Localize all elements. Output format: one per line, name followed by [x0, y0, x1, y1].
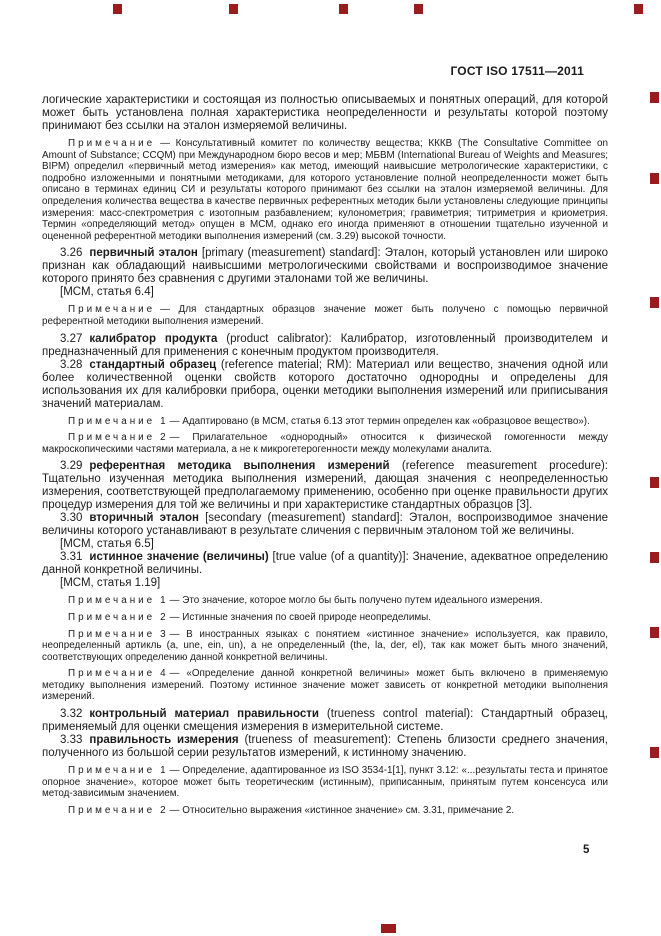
term-3-29	[42, 460, 608, 512]
note-label: Примечание	[68, 415, 156, 427]
scan-mark	[113, 4, 122, 14]
note-paragraph	[42, 432, 608, 455]
term-definition: Значение, адекватное определению данной конкретной величины.	[42, 551, 608, 577]
clause-number: 3.30	[60, 512, 83, 525]
page-content	[42, 94, 608, 821]
clause-number: 3.33	[60, 734, 83, 747]
scan-mark	[650, 552, 659, 563]
term-3-33	[42, 734, 608, 760]
term-3-28	[42, 359, 608, 411]
clause-number: 3.32	[60, 708, 83, 721]
note-label: Примечание	[68, 138, 156, 149]
page-number: 5	[583, 844, 590, 856]
scan-mark	[229, 4, 238, 14]
term-3-30	[42, 512, 608, 538]
source-reference: [МСМ, статья 1.19]	[60, 577, 161, 590]
term-name: истинное значение (величины)	[89, 551, 269, 564]
note-number: 1	[160, 415, 166, 427]
term-name: вторичный эталон	[89, 512, 199, 525]
term-english: [true value (of a quantity)]:	[268, 551, 413, 564]
note-number: 2	[160, 432, 166, 444]
scan-mark	[650, 173, 659, 184]
note-text: — Истинные значения по своей природе неопределимы.	[169, 611, 431, 623]
note-number: 2	[160, 611, 166, 623]
term-name: референтная методика выполнения измерений	[89, 460, 390, 473]
term-definition: Тщательно изученная методика выполнения измерений, дающая значения с неопределенностью измерения, соответствующей предполагаемому применению, особенно при оценке правильности других процедур измерения для той же величины и при характеристике стандартных образцов [3].	[42, 473, 608, 512]
term-name: контрольный материал правильности	[89, 708, 319, 721]
term-definition: Стандартный образец, применяемый для оценки смещения измерения в измерительной системе.	[42, 708, 608, 734]
note-paragraph	[42, 612, 608, 624]
term-name: правильность измерения	[89, 734, 239, 747]
scan-mark	[650, 627, 659, 638]
scan-mark	[650, 477, 659, 488]
note-label: Примечание	[68, 668, 156, 680]
note-text: — Для стандартных образцов значение может быть получено с помощью первичной референтной методики выполнения измерений.	[42, 304, 608, 327]
term-definition: Степень близости среднего значения, полученного из большой серии результатов измерений, к истинному значению.	[42, 734, 608, 760]
term-name: калибратор продукта	[89, 332, 218, 345]
note-number: 1	[160, 595, 166, 607]
term-3-31	[42, 551, 608, 577]
note-number: 1	[160, 765, 166, 777]
note-paragraph	[42, 765, 608, 800]
note-text: — В иностранных языках с понятием «истинное значение» используется, как правило, неопределенный артикль (a, une, ein, un), а не определенный (the, la, der, el), так как может быть много значений, соответствующих определению данной конкретной величины.	[42, 628, 608, 663]
note-paragraph	[42, 416, 608, 428]
source-reference: [МСМ, статья 6.4]	[60, 286, 154, 299]
term-definition: Эталон, воспроизводимое значение величины которого устанавливают в результате сличения с первичным эталоном той же величины.	[42, 512, 608, 538]
running-header: ГОСТ ISO 17511—2011	[450, 64, 584, 78]
term-definition: Эталон, который установлен или широко признан как обладающий наивысшими метрологическими свойствами и воспроизводимое значение которого принято без сравнения с другими эталонами той же величины.	[42, 247, 608, 286]
clause-number: 3.26	[60, 247, 83, 260]
term-english: (product calibrator):	[217, 332, 341, 345]
note-text: — Определение, адаптированное из ISO 3534-1[1], пункт 3.12: «...результаты теста и принятое опорное значение», которое может быть теоретическим (истинным), приписанным, принятым путем консенсуса или метод-зависимым значением.	[42, 765, 608, 800]
term-english: (reference measurement procedure):	[389, 460, 608, 473]
note-paragraph	[42, 668, 608, 703]
note-paragraph	[42, 805, 608, 817]
note-text: — Относительно выражения «истинное значение» см. 3.31, примечание 2.	[169, 804, 515, 816]
note-text: — Прилагательное «однородный» относится к физической гомогенности между макроскопическими частями материала, а не к микрогетерогенности между молекулами аналита.	[42, 432, 608, 455]
note-label: Примечание	[68, 765, 156, 777]
scan-mark	[414, 4, 423, 14]
note-text: — Адаптировано (в МСМ, статья 6.13 этот термин определен как «образцовое вещество»).	[169, 415, 590, 427]
scan-mark	[339, 4, 348, 14]
term-english: [secondary (measurement) standard]:	[198, 512, 409, 525]
note-paragraph	[42, 138, 608, 242]
note-label: Примечание	[68, 804, 156, 816]
clause-number: 3.28	[60, 358, 83, 371]
term-3-32	[42, 708, 608, 734]
term-definition: Калибратор, изготовленный производителем и предназначенный для применения с конечным продуктом производителя.	[42, 332, 608, 358]
scan-mark	[381, 924, 396, 933]
note-label: Примечание	[68, 628, 156, 640]
clause-number: 3.31	[60, 551, 83, 564]
scan-mark	[650, 92, 659, 103]
term-english: (reference material; RM):	[216, 358, 357, 371]
term-name: стандартный образец	[89, 358, 217, 371]
note-text: — Это значение, которое могло бы быть получено путем идеального измерения.	[169, 595, 543, 607]
note-number: 4	[160, 668, 166, 680]
continuation-paragraph: логические характеристики и состоящая из полностью описываемых и понятных операций, для которой может быть установлена полная характеристика неопределенности и результаты которой поэтому принимают без ссылки на эталон измеряемой величины.	[42, 94, 608, 132]
term-3-26	[42, 247, 608, 286]
scan-mark	[650, 297, 659, 308]
term-english: (trueness of measurement):	[238, 734, 397, 747]
note-label: Примечание	[68, 304, 156, 316]
note-paragraph	[42, 304, 608, 327]
note-paragraph	[42, 629, 608, 664]
scan-mark	[634, 4, 643, 14]
clause-number: 3.27	[60, 332, 83, 345]
scan-mark	[650, 747, 659, 758]
note-number: 3	[160, 628, 166, 640]
term-english: [primary (measurement) standard]:	[197, 247, 385, 260]
note-label: Примечание	[68, 611, 156, 623]
source-reference: [МСМ, статья 6.5]	[60, 538, 154, 551]
note-label: Примечание	[68, 595, 156, 607]
clause-number: 3.29	[60, 460, 83, 473]
term-definition: Материал или вещество, значения одной или более количественной оценки свойств которого достаточно однородны и определены для использования их для калибровки прибора, оценки методики выполнения измерений или приписывания значений материалам.	[42, 358, 609, 410]
note-text: — Консультативный комитет по количеству вещества; КККВ (The Consultative Committee on Amount of Substance; CCQM) при Международном бюро весов и мер; МБВМ (International Bureau of Weights and Measures; BIPM) определил «первичный метод измерения» как метод, имеющий наивысшие метрологические характеристики, с подробно изложенными и понятными методиками, для которого установление полной неопределенности может быть описано в терминах единиц СИ и результаты которого принимают без ссылки на эталон измеряемой величины. Для определения количества вещества в качестве первичных референтных методик были установлены следующие принципы измерения: масс-спектрометрия с изотопным разбавлением; кулонометрия; гравиметрия; титриметрия и криометрия. Термин «определяющий метод» опущен в МСМ, однако его иногда применяют в отношении тщательно изученной и оцененной референтной методики выполнения измерений (см. 3.29) высокой точности.	[42, 138, 608, 242]
note-label: Примечание	[68, 432, 156, 444]
term-3-27	[42, 333, 608, 359]
note-text: — «Определение данной конкретной величины» может быть включено в применяемую методику выполнения измерений. Поэтому истинное значение может зависеть от конкретной методики выполнения измерений.	[42, 668, 608, 703]
term-name: первичный эталон	[89, 247, 198, 260]
note-number: 2	[160, 804, 166, 816]
term-english: (trueness control material):	[318, 708, 482, 721]
note-paragraph	[42, 595, 608, 607]
